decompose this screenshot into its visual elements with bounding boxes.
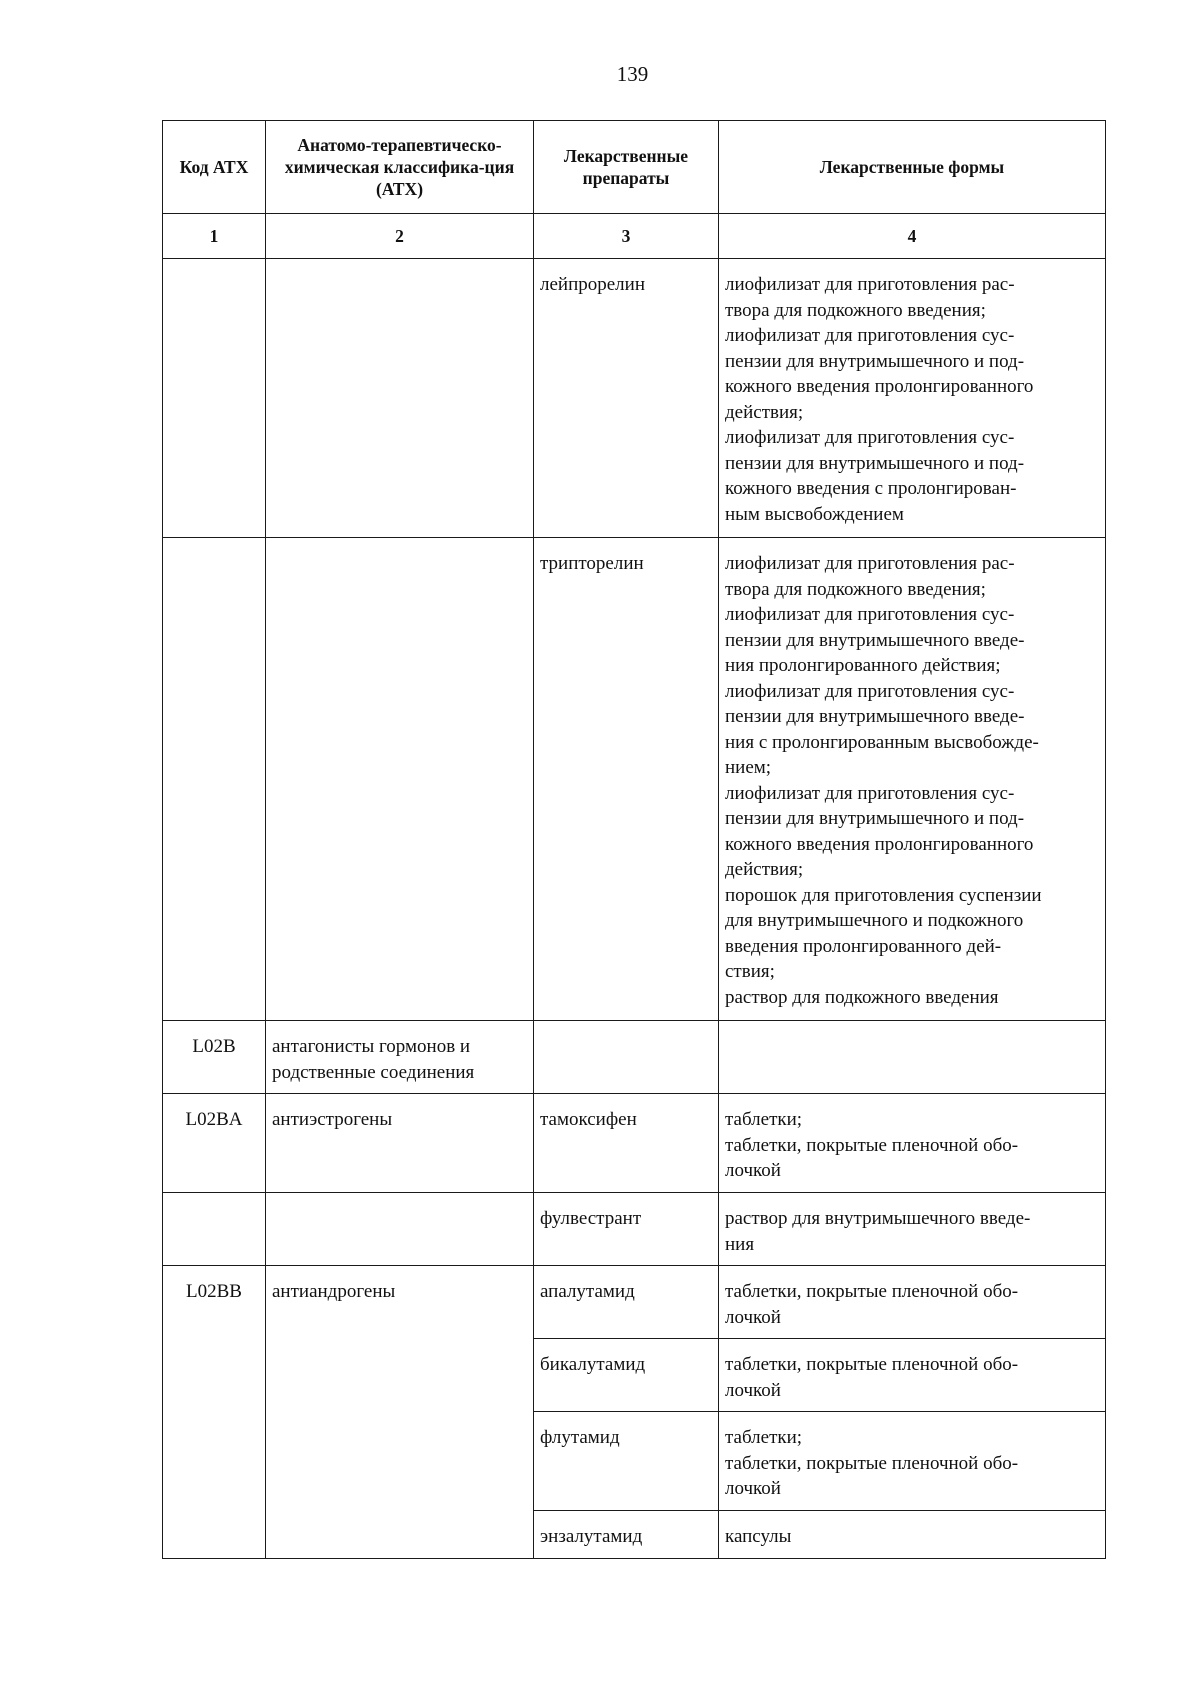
form-line: капсулы [725,1526,792,1547]
form-line: лиофилизат для приготовления сус- [725,604,1015,625]
drug-cell [534,1021,719,1094]
forms-cell [719,1412,1106,1511]
form-line: пензии для внутримышечного и под- [725,452,1025,474]
forms-cell [719,1339,1106,1412]
form-line: лочкой [725,1379,781,1401]
drug-cell: бикалутамид [534,1339,719,1412]
form-line: таблетки; [725,1427,803,1448]
drug-cell: энзалутамид [534,1511,719,1559]
page-number: 139 [616,62,649,86]
table-row [163,1021,1106,1094]
form-line: лочкой [725,1160,781,1181]
column-number: 2 [266,214,534,259]
column-number: 4 [719,214,1106,259]
form-line: раствор для подкожного введения [725,986,999,1008]
form-line: таблетки, покрытые пленочной обо- [725,1281,1019,1302]
form-line: ствия; [725,961,775,982]
classification-cell [266,1193,534,1266]
classification-cell: антагонисты гормонов и родственные соединения [266,1021,534,1094]
form-line: действия; [725,401,804,423]
form-line: таблетки, покрытые пленочной обо- [725,1452,1019,1474]
header-forms: Лекарственные формы [719,121,1106,214]
form-line: таблетки, покрытые пленочной обо- [725,1354,1019,1375]
forms-cell [719,1193,1106,1266]
header-classification: Анатомо-терапевтическо-химическая классифика-ция (АТХ) [266,121,534,214]
table-row [163,538,1106,1021]
drug-cell: трипторелин [534,538,719,1021]
atx-code-cell: L02B [163,1021,266,1094]
form-line: для внутримышечного и подкожного [725,910,1024,931]
table-header-row [163,121,1106,214]
header-drugs: Лекарственные препараты [534,121,719,214]
form-line: твора для подкожного введения; [725,299,986,321]
form-line: пензии для внутримышечного введе- [725,706,1025,727]
atx-code-cell [163,259,266,538]
form-line: пензии для внутримышечного введе- [725,629,1025,651]
forms-cell [719,259,1106,538]
column-number: 3 [534,214,719,259]
classification-cell [266,259,534,538]
drug-cell: тамоксифен [534,1094,719,1193]
atx-code-cell [163,538,266,1021]
forms-cell [719,1094,1106,1193]
drug-cell: апалутамид [534,1266,719,1339]
form-line: пензии для внутримышечного и под- [725,808,1025,829]
forms-cell [719,1021,1106,1094]
column-number: 1 [163,214,266,259]
form-line: нием; [725,757,772,778]
table-row [163,259,1106,538]
classification-cell: антиандрогены [266,1266,534,1559]
form-line: порошок для приготовления суспензии [725,884,1042,906]
form-line: лочкой [725,1478,781,1499]
form-line: кожного введения пролонгированного [725,833,1034,855]
atx-code-cell: L02BA [163,1094,266,1193]
form-line: лиофилизат для приготовления рас- [725,274,1015,295]
form-line: раствор для внутримышечного введе- [725,1208,1031,1229]
form-line: введения пролонгированного дей- [725,935,1002,957]
form-line: пензии для внутримышечного и под- [725,350,1025,372]
column-number-row [163,214,1106,259]
form-line: таблетки, покрытые пленочной обо- [725,1134,1019,1156]
form-line: кожного введения пролонгированного [725,376,1034,397]
form-line: ния с пролонгированным высвобожде- [725,731,1039,753]
classification-cell: антиэстрогены [266,1094,534,1193]
form-line: ния пролонгированного действия; [725,655,1001,676]
forms-cell [719,1266,1106,1339]
form-line: кожного введения с пролонгирован- [725,478,1017,499]
forms-cell [719,1511,1106,1559]
form-line: лиофилизат для приготовления рас- [725,553,1015,574]
atx-code-cell: L02BB [163,1266,266,1559]
form-line: твора для подкожного введения; [725,578,986,600]
form-line: лиофилизат для приготовления сус- [725,680,1015,702]
atx-code-cell [163,1193,266,1266]
drug-cell: лейпрорелин [534,259,719,538]
drug-cell: фулвестрант [534,1193,719,1266]
header-atx-code: Код АТХ [163,121,266,214]
form-line: лиофилизат для приготовления сус- [725,427,1015,448]
form-line: действия; [725,859,804,880]
classification-cell [266,538,534,1021]
atx-table [162,120,1106,1559]
form-line: ным высвобождением [725,503,904,525]
form-line: ния [725,1233,755,1255]
form-line: лиофилизат для приготовления сус- [725,325,1015,346]
table-row [163,1193,1106,1266]
form-line: лочкой [725,1306,781,1328]
form-line: лиофилизат для приготовления сус- [725,782,1015,804]
table-row [163,1094,1106,1193]
drug-cell: флутамид [534,1412,719,1511]
form-line: таблетки; [725,1109,803,1130]
table-row [163,1266,1106,1339]
forms-cell [719,538,1106,1021]
